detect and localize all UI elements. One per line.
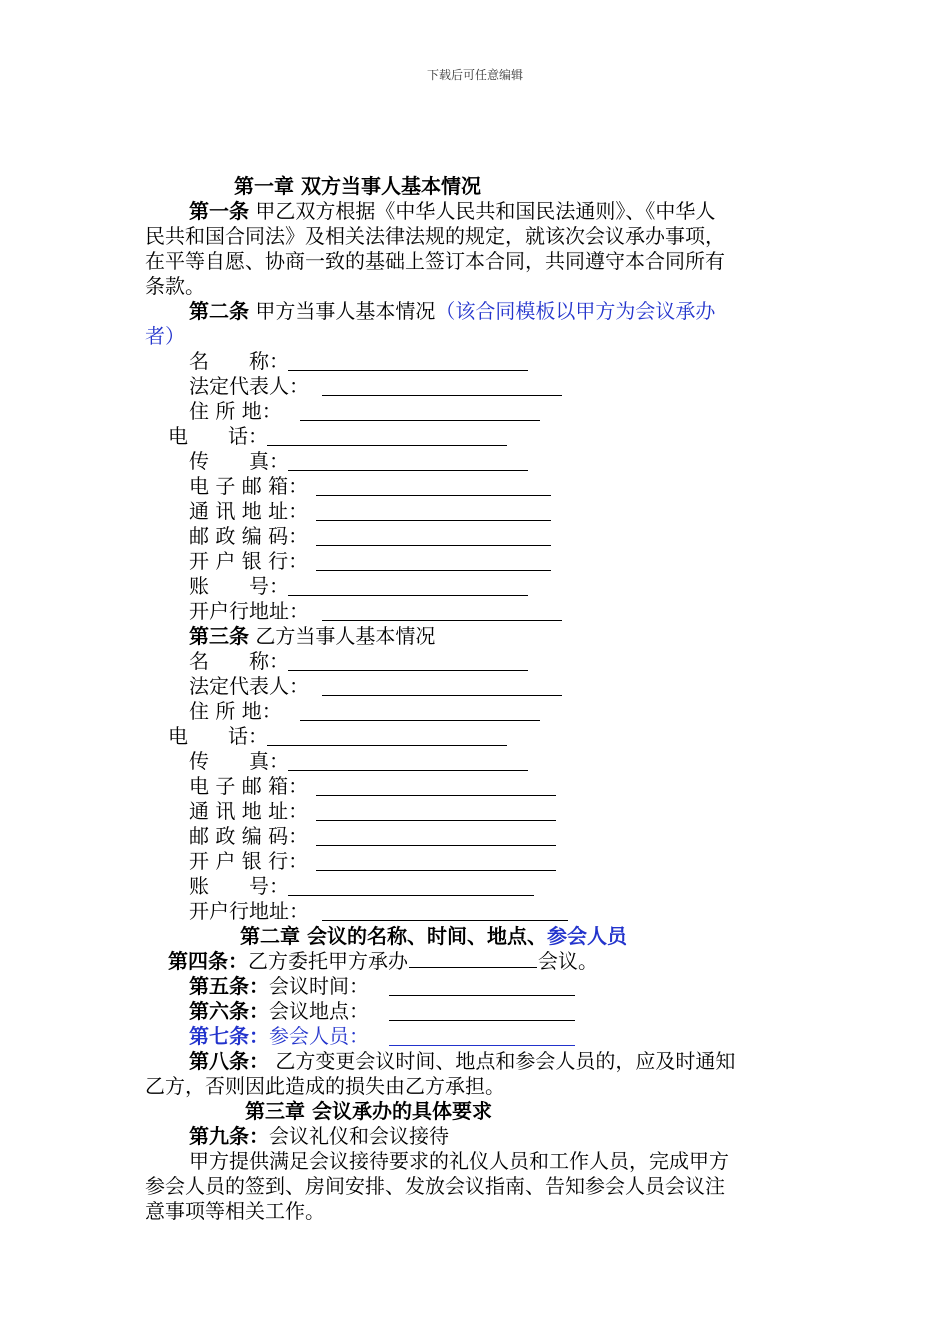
field-label: 邮 政 编 码： bbox=[189, 824, 309, 848]
article-1-line-1 bbox=[189, 199, 715, 224]
fill-blank[interactable] bbox=[288, 352, 528, 371]
article-2-note-cont: 者） bbox=[145, 324, 185, 348]
field-label: 电 话： bbox=[168, 424, 268, 448]
field-label: 电 子 邮 箱： bbox=[189, 774, 309, 798]
fill-blank[interactable] bbox=[316, 527, 551, 546]
party-b-bank-address-field bbox=[189, 899, 309, 924]
party-a-address-field bbox=[189, 399, 282, 424]
party-b-rep-field bbox=[189, 674, 309, 699]
article-2-label: 第二条 bbox=[189, 299, 249, 323]
article-9-para-line-1: 甲方提供满足会议接待要求的礼仪人员和工作人员，完成甲方 bbox=[189, 1149, 729, 1173]
chapter-2-title-blue: 参会人员 bbox=[546, 924, 627, 948]
article-2-line-1 bbox=[189, 299, 715, 324]
article-5-text: 会议时间： bbox=[269, 974, 369, 998]
article-8-label: 第八条： bbox=[189, 1049, 269, 1073]
article-4-post: 会议。 bbox=[538, 949, 598, 973]
article-9-label: 第九条： bbox=[189, 1124, 269, 1148]
fill-blank[interactable] bbox=[316, 777, 556, 796]
field-label: 开户行地址： bbox=[189, 599, 309, 623]
article-9-para-line-2: 参会人员的签到、房间安排、发放会议指南、告知参会人员会议注 bbox=[145, 1174, 725, 1198]
article-9-para-line-3: 意事项等相关工作。 bbox=[145, 1199, 325, 1223]
article-3-text: 乙方当事人基本情况 bbox=[255, 624, 436, 648]
chapter-2-title bbox=[240, 924, 627, 949]
article-7-text: 参会人员： bbox=[269, 1024, 369, 1048]
party-a-bank-address-field bbox=[189, 599, 309, 624]
party-a-fax-field bbox=[189, 449, 289, 474]
fill-blank[interactable] bbox=[288, 577, 528, 596]
article-6-line bbox=[189, 999, 369, 1024]
party-a-rep-field bbox=[189, 374, 309, 399]
article-6-label: 第六条： bbox=[189, 999, 269, 1023]
party-a-bank-field bbox=[189, 549, 308, 574]
field-label: 开 户 银 行： bbox=[189, 849, 309, 873]
fill-blank[interactable] bbox=[300, 702, 540, 721]
fill-blank[interactable] bbox=[322, 677, 562, 696]
article-3-line bbox=[189, 624, 435, 649]
chapter-1-title: 第一章 双方当事人基本情况 bbox=[234, 174, 481, 198]
fill-blank[interactable] bbox=[288, 652, 528, 671]
article-1-label: 第一条 bbox=[189, 199, 249, 223]
fill-blank[interactable] bbox=[288, 877, 534, 896]
article-2-text: 甲方当事人基本情况 bbox=[255, 299, 436, 323]
field-label: 名 称： bbox=[189, 349, 289, 373]
party-a-account-field bbox=[189, 574, 289, 599]
party-a-email-field bbox=[189, 474, 308, 499]
field-label: 通 讯 地 址： bbox=[189, 799, 309, 823]
party-b-address-field bbox=[189, 699, 282, 724]
article-5-label: 第五条： bbox=[189, 974, 269, 998]
article-9-text: 会议礼仪和会议接待 bbox=[269, 1124, 449, 1148]
field-label: 邮 政 编 码： bbox=[189, 524, 309, 548]
party-b-account-field bbox=[189, 874, 289, 899]
article-9-line bbox=[189, 1124, 449, 1149]
field-label: 传 真： bbox=[189, 449, 289, 473]
article-4-label: 第四条： bbox=[168, 949, 248, 973]
fill-blank[interactable] bbox=[316, 827, 556, 846]
article-1-line-4: 条款。 bbox=[145, 274, 205, 298]
fill-blank[interactable] bbox=[288, 452, 528, 471]
fill-blank[interactable] bbox=[409, 949, 537, 968]
fill-blank[interactable] bbox=[316, 802, 556, 821]
chapter-2-title-main: 第二章 会议的名称、时间、地点、 bbox=[240, 924, 547, 948]
article-1-line-3: 在平等自愿、协商一致的基础上签订本合同，共同遵守本合同所有 bbox=[145, 249, 725, 273]
field-label: 账 号： bbox=[189, 874, 289, 898]
article-1-line-2: 民共和国合同法》及相关法律法规的规定，就该次会议承办事项， bbox=[145, 224, 725, 248]
fill-blank[interactable] bbox=[316, 477, 551, 496]
field-label: 法定代表人： bbox=[189, 674, 309, 698]
field-label: 法定代表人： bbox=[189, 374, 309, 398]
party-a-mail-field bbox=[189, 499, 308, 524]
field-label: 开户行地址： bbox=[189, 899, 309, 923]
article-7-label: 第七条： bbox=[189, 1024, 269, 1048]
fill-blank[interactable] bbox=[316, 852, 556, 871]
article-6-text: 会议地点： bbox=[269, 999, 369, 1023]
article-7-line bbox=[189, 1024, 369, 1049]
article-3-label: 第三条 bbox=[189, 624, 249, 648]
field-label: 住 所 地： bbox=[189, 699, 282, 723]
fill-blank[interactable] bbox=[322, 377, 562, 396]
article-8-line-1 bbox=[189, 1049, 735, 1074]
fill-blank[interactable] bbox=[300, 402, 540, 421]
article-4-line bbox=[168, 949, 598, 974]
party-a-name-field bbox=[189, 349, 289, 374]
article-1-text: 甲乙双方根据《中华人民共和国民法通则》、《中华人 bbox=[255, 199, 716, 223]
field-label: 名 称： bbox=[189, 649, 289, 673]
party-b-tel-field bbox=[168, 724, 268, 749]
article-2-note: （该合同模板以甲方为会议承办 bbox=[435, 299, 716, 323]
field-label: 电 子 邮 箱： bbox=[189, 474, 309, 498]
party-b-email-field bbox=[189, 774, 308, 799]
field-label: 传 真： bbox=[189, 749, 289, 773]
chapter-3-title: 第三章 会议承办的具体要求 bbox=[245, 1099, 492, 1123]
fill-blank[interactable] bbox=[267, 727, 507, 746]
party-b-name-field bbox=[189, 649, 289, 674]
field-label: 电 话： bbox=[168, 724, 268, 748]
field-label: 住 所 地： bbox=[189, 399, 282, 423]
article-8-text: 乙方变更会议时间、地点和参会人员的，应及时通知 bbox=[275, 1049, 736, 1073]
field-label: 开 户 银 行： bbox=[189, 549, 309, 573]
party-b-bank-field bbox=[189, 849, 308, 874]
party-b-fax-field bbox=[189, 749, 289, 774]
fill-blank[interactable] bbox=[389, 977, 575, 996]
party-b-mail-field bbox=[189, 799, 308, 824]
page-header: 下载后可任意编辑 bbox=[426, 68, 523, 82]
field-label: 通 讯 地 址： bbox=[189, 499, 309, 523]
article-8-line-2: 乙方，否则因此造成的损失由乙方承担。 bbox=[145, 1074, 505, 1098]
fill-blank[interactable] bbox=[267, 427, 507, 446]
fill-blank[interactable] bbox=[288, 752, 528, 771]
field-label: 账 号： bbox=[189, 574, 289, 598]
fill-blank[interactable] bbox=[389, 1002, 575, 1021]
fill-blank[interactable] bbox=[316, 552, 551, 571]
party-a-tel-field bbox=[168, 424, 268, 449]
fill-blank[interactable] bbox=[322, 902, 568, 921]
article-5-line bbox=[189, 974, 369, 999]
article-4-pre: 乙方委托甲方承办 bbox=[248, 949, 408, 973]
party-a-zip-field bbox=[189, 524, 308, 549]
party-b-zip-field bbox=[189, 824, 308, 849]
fill-blank[interactable] bbox=[316, 502, 551, 521]
fill-blank[interactable] bbox=[322, 602, 562, 621]
fill-blank[interactable] bbox=[389, 1027, 575, 1046]
